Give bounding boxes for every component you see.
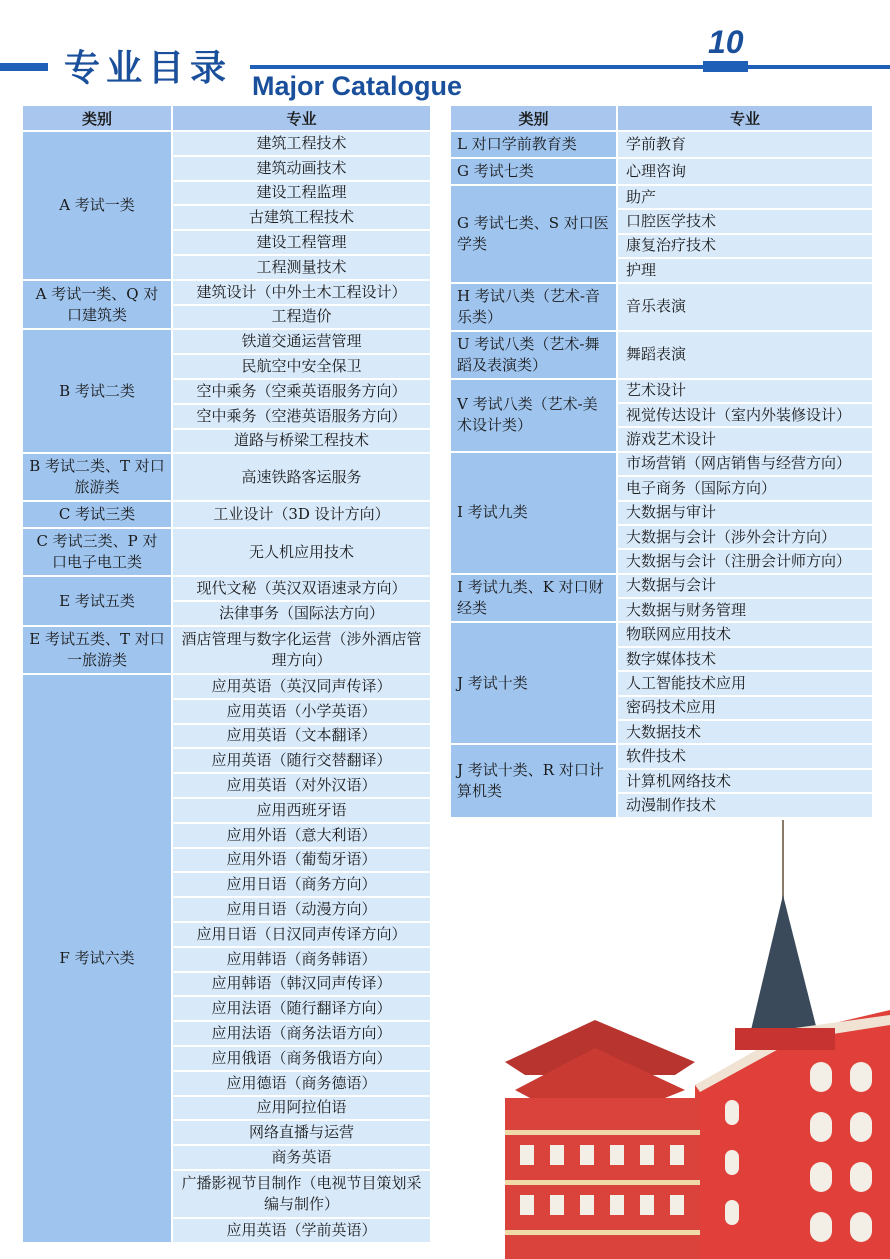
major-cell: 视觉传达设计（室内外装修设计） [617,403,873,427]
major-cell: 数字媒体技术 [617,647,873,671]
major-cell: 应用德语（商务德语） [172,1071,431,1096]
major-cell: 动漫制作技术 [617,793,873,817]
column-header-category: 类别 [450,105,617,131]
major-cell: 学前教育 [617,131,873,158]
category-cell: E 考试五类、T 对口一旅游类 [22,626,172,674]
table-row [22,626,431,674]
major-cell: 应用日语（日汉同声传译方向） [172,922,431,947]
major-cell: 应用英语（英汉同声传译） [172,674,431,699]
category-cell: J 考试十类、R 对口计算机类 [450,744,617,817]
table-row [22,329,431,354]
major-cell: 计算机网络技术 [617,769,873,793]
major-cell: 现代文秘（英汉双语速录方向） [172,576,431,601]
category-cell: A 考试一类 [22,131,172,280]
major-cell: 应用韩语（商务韩语） [172,947,431,972]
major-cell: 大数据与会计 [617,574,873,598]
major-cell: 市场营销（网店销售与经营方向） [617,452,873,476]
major-cell: 工业设计（3D 设计方向） [172,501,431,528]
major-cell: 法律事务（国际法方向） [172,601,431,626]
major-table-left [21,104,432,1244]
major-cell: 游戏艺术设计 [617,427,873,451]
major-cell: 大数据与会计（涉外会计方向） [617,525,873,549]
table-header-row [450,105,873,131]
column-header-major: 专业 [617,105,873,131]
major-cell: 空中乘务（空港英语服务方向） [172,404,431,429]
major-cell: 软件技术 [617,744,873,768]
major-cell: 广播影视节目制作（电视节目策划采编与制作） [172,1170,431,1218]
table-row [450,158,873,185]
major-cell: 道路与桥梁工程技术 [172,429,431,454]
header-rule [250,65,890,69]
category-cell: B 考试二类 [22,329,172,453]
major-cell: 应用阿拉伯语 [172,1096,431,1121]
table-body [22,131,431,1243]
major-cell: 空中乘务（空乘英语服务方向） [172,379,431,404]
table-row [22,280,431,305]
major-cell: 大数据与会计（注册会计师方向） [617,549,873,573]
major-cell: 电子商务（国际方向） [617,476,873,500]
category-cell: V 考试八类（艺术-美术设计类） [450,379,617,452]
table-row [450,283,873,331]
major-cell: 高速铁路客运服务 [172,453,431,501]
category-cell: H 考试八类（艺术-音乐类） [450,283,617,331]
major-cell: 大数据与审计 [617,501,873,525]
major-cell: 口腔医学技术 [617,209,873,233]
category-cell: U 考试八类（艺术-舞蹈及表演类） [450,331,617,379]
major-cell: 应用俄语（商务俄语方向） [172,1046,431,1071]
category-cell: A 考试一类、Q 对口建筑类 [22,280,172,330]
page-title: 专业目录 [64,48,233,89]
table-header-row [22,105,431,131]
table-row [450,452,873,476]
major-cell: 古建筑工程技术 [172,205,431,230]
category-cell: I 考试九类、K 对口财经类 [450,574,617,623]
major-cell: 物联网应用技术 [617,622,873,646]
table-row [22,674,431,699]
category-cell: L 对口学前教育类 [450,131,617,158]
major-cell: 音乐表演 [617,283,873,331]
table-row [450,379,873,403]
table-row [450,622,873,646]
table-row [22,131,431,156]
major-cell: 应用英语（学前英语） [172,1218,431,1243]
major-cell: 应用日语（动漫方向） [172,897,431,922]
header-accent-bar [0,63,48,71]
column-header-major: 专业 [172,105,431,131]
table-body [450,131,873,818]
major-cell: 大数据技术 [617,720,873,744]
major-cell: 网络直播与运营 [172,1120,431,1145]
category-cell: C 考试三类 [22,501,172,528]
column-header-category: 类别 [22,105,172,131]
table-row [22,453,431,501]
page-subtitle: Major Catalogue [252,71,463,101]
major-cell: 商务英语 [172,1145,431,1170]
major-cell: 艺术设计 [617,379,873,403]
major-cell: 应用英语（随行交替翻译） [172,748,431,773]
major-cell: 应用英语（文本翻译） [172,724,431,749]
major-cell: 应用英语（对外汉语） [172,773,431,798]
category-cell: G 考试七类 [450,158,617,185]
table-row [450,131,873,158]
category-cell: C 考试三类、P 对口电子电工类 [22,528,172,576]
category-cell: F 考试六类 [22,674,172,1243]
major-cell: 应用日语（商务方向） [172,872,431,897]
major-cell: 应用外语（意大利语） [172,823,431,848]
campus-building-illustration [495,800,890,1259]
major-cell: 建筑工程技术 [172,131,431,156]
major-cell: 助产 [617,185,873,209]
page-number-bar [703,61,748,72]
major-cell: 心理咨询 [617,158,873,185]
table-row [450,185,873,209]
table-row [450,744,873,768]
major-cell: 应用西班牙语 [172,798,431,823]
page-number: 10 [708,24,744,60]
major-cell: 无人机应用技术 [172,528,431,576]
table-row [22,501,431,528]
category-cell: J 考试十类 [450,622,617,744]
major-table-right [449,104,874,819]
table-row [450,331,873,379]
category-cell: B 考试二类、T 对口旅游类 [22,453,172,501]
major-cell: 民航空中安全保卫 [172,354,431,379]
major-cell: 建筑设计（中外土木工程设计） [172,280,431,305]
major-cell: 应用法语（商务法语方向） [172,1021,431,1046]
major-cell: 酒店管理与数字化运营（涉外酒店管理方向） [172,626,431,674]
major-cell: 应用法语（随行翻译方向） [172,996,431,1021]
category-cell: I 考试九类 [450,452,617,574]
major-cell: 大数据与财务管理 [617,598,873,622]
category-cell: G 考试七类、S 对口医学类 [450,185,617,283]
major-cell: 工程造价 [172,305,431,330]
major-cell: 应用英语（小学英语） [172,699,431,724]
table-row [22,528,431,576]
major-cell: 工程测量技术 [172,255,431,280]
major-cell: 护理 [617,258,873,282]
major-cell: 铁道交通运营管理 [172,329,431,354]
table-row [22,576,431,601]
category-cell: E 考试五类 [22,576,172,626]
major-cell: 建设工程监理 [172,181,431,206]
major-cell: 舞蹈表演 [617,331,873,379]
major-cell: 建筑动画技术 [172,156,431,181]
major-cell: 应用韩语（韩汉同声传译） [172,972,431,997]
major-cell: 密码技术应用 [617,696,873,720]
major-cell: 康复治疗技术 [617,234,873,258]
major-cell: 人工智能技术应用 [617,671,873,695]
major-cell: 建设工程管理 [172,230,431,255]
table-row [450,574,873,598]
major-cell: 应用外语（葡萄牙语） [172,848,431,873]
